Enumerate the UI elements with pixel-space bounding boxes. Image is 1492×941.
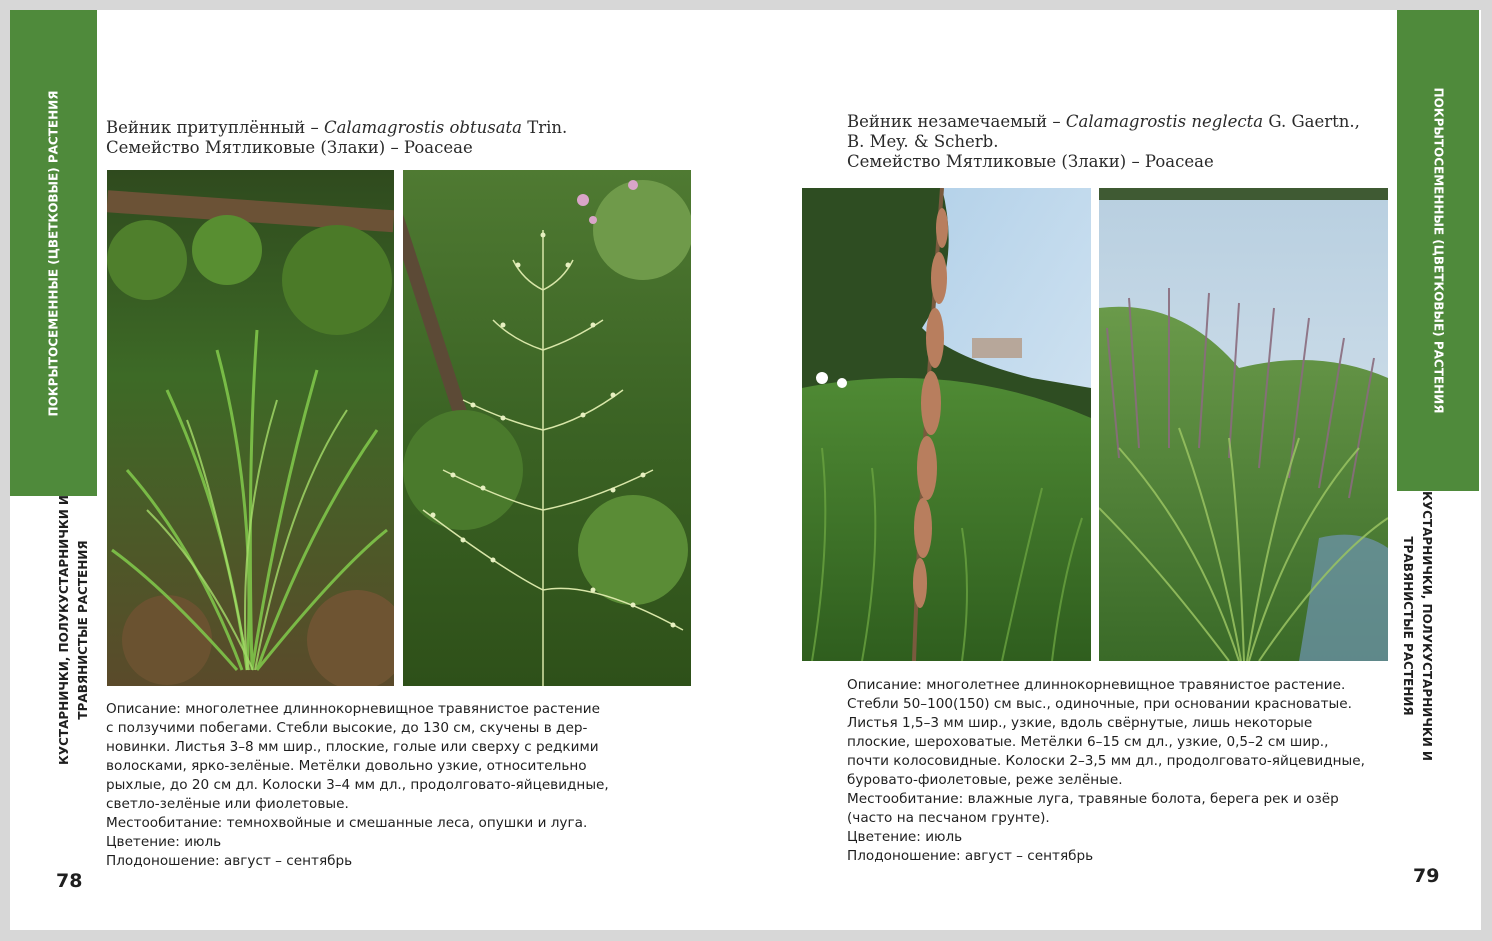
title-author-line2: B. Mey. & Scherb. <box>847 132 999 151</box>
description-line: волосками, ярко-зелёные. Метёлки довольно узкие, относительно <box>106 758 587 774</box>
species-title <box>106 118 567 158</box>
title-latin: Calamagrostis neglecta <box>1065 112 1264 131</box>
description-line: Описание: многолетнее длиннокорневищное травянистое растение. <box>847 677 1346 693</box>
lakeside-grass-photo <box>1099 188 1388 661</box>
page-number: 78 <box>56 870 83 892</box>
habitat-line-cont: (часто на песчаном грунте). <box>847 810 1050 826</box>
habitat-line: Местообитание: темнохвойные и смешанные леса, опушки и луга. <box>106 815 588 831</box>
species-title <box>847 112 1360 172</box>
title-author: G. Gaertn., <box>1268 112 1360 131</box>
description-line: буровато-фиолетовые, реже зелёные. <box>847 772 1123 788</box>
family-line: Семейство Мятликовые (Злаки) – Poaceae <box>106 138 473 157</box>
fruiting-line: Плодоношение: август – сентябрь <box>847 848 1094 864</box>
subsection-label-line2: ТРАВЯНИСТЫЕ РАСТЕНИЯ <box>1401 536 1415 716</box>
habitat-line: Местообитание: влажные луга, травяные болота, берега рек и озёр <box>847 791 1339 807</box>
description-line: Стебли 50–100(150) см выс., одиночные, при основании красноватые. <box>847 696 1352 712</box>
section-tab-label: ПОКРЫТОСЕМЕННЫЕ (ЦВЕТКОВЫЕ) РАСТЕНИЯ <box>1431 87 1446 414</box>
description-line: плоские, шероховатые. Метёлки 6–15 см дл., узкие, 0,5–2 см шир., <box>847 734 1329 750</box>
description-line: рыхлые, до 20 см дл. Колоски 3–4 мм дл., продолговато-яйцевидные, <box>106 777 609 793</box>
panicle-photo <box>403 170 691 686</box>
flowering-line: Цветение: июль <box>106 834 222 850</box>
family-line: Семейство Мятликовые (Злаки) – Poaceae <box>847 152 1214 171</box>
subsection-label-line1: КУСТАРНИЧКИ, ПОЛУКУСТАРНИЧКИ И <box>57 495 71 765</box>
grass-clump-photo <box>107 170 394 686</box>
species-description <box>847 676 1365 866</box>
section-tab <box>10 10 97 496</box>
description-line: Описание: многолетнее длиннокорневищное травянистое растение <box>106 701 600 717</box>
title-author: Trin. <box>527 118 568 137</box>
subsection-label <box>1397 491 1437 761</box>
spike-photo <box>802 188 1091 661</box>
left-page <box>10 10 748 930</box>
title-russian: Вейник незамечаемый – <box>847 112 1061 131</box>
page-number: 79 <box>1413 865 1440 887</box>
species-description <box>106 700 609 871</box>
subsection-label-line1: КУСТАРНИЧКИ, ПОЛУКУСТАРНИЧКИ И <box>1420 491 1434 761</box>
description-line: Листья 1,5–3 мм шир., узкие, вдоль свёрнутые, лишь некоторые <box>847 715 1313 731</box>
title-latin: Calamagrostis obtusata <box>323 118 523 137</box>
flowering-line: Цветение: июль <box>847 829 963 845</box>
fruiting-line: Плодоношение: август – сентябрь <box>106 853 353 869</box>
description-line: новинки. Листья 3–8 мм шир., плоские, голые или сверху с редкими <box>106 739 599 755</box>
section-tab-label: ПОКРЫТОСЕМЕННЫЕ (ЦВЕТКОВЫЕ) РАСТЕНИЯ <box>46 90 60 416</box>
right-page <box>745 10 1481 930</box>
subsection-label-line2: ТРАВЯНИСТЫЕ РАСТЕНИЯ <box>76 540 90 720</box>
description-line: светло-зелёные или фиолетовые. <box>106 796 349 812</box>
section-tab <box>1397 10 1479 491</box>
description-line: почти колосовидные. Колоски 2–3,5 мм дл., продолговато-яйцевидные, <box>847 753 1365 769</box>
description-line: с ползучими побегами. Стебли высокие, до 130 см, скучены в дер- <box>106 720 588 736</box>
subsection-label <box>54 495 94 765</box>
title-russian: Вейник притуплённый – <box>106 118 319 137</box>
